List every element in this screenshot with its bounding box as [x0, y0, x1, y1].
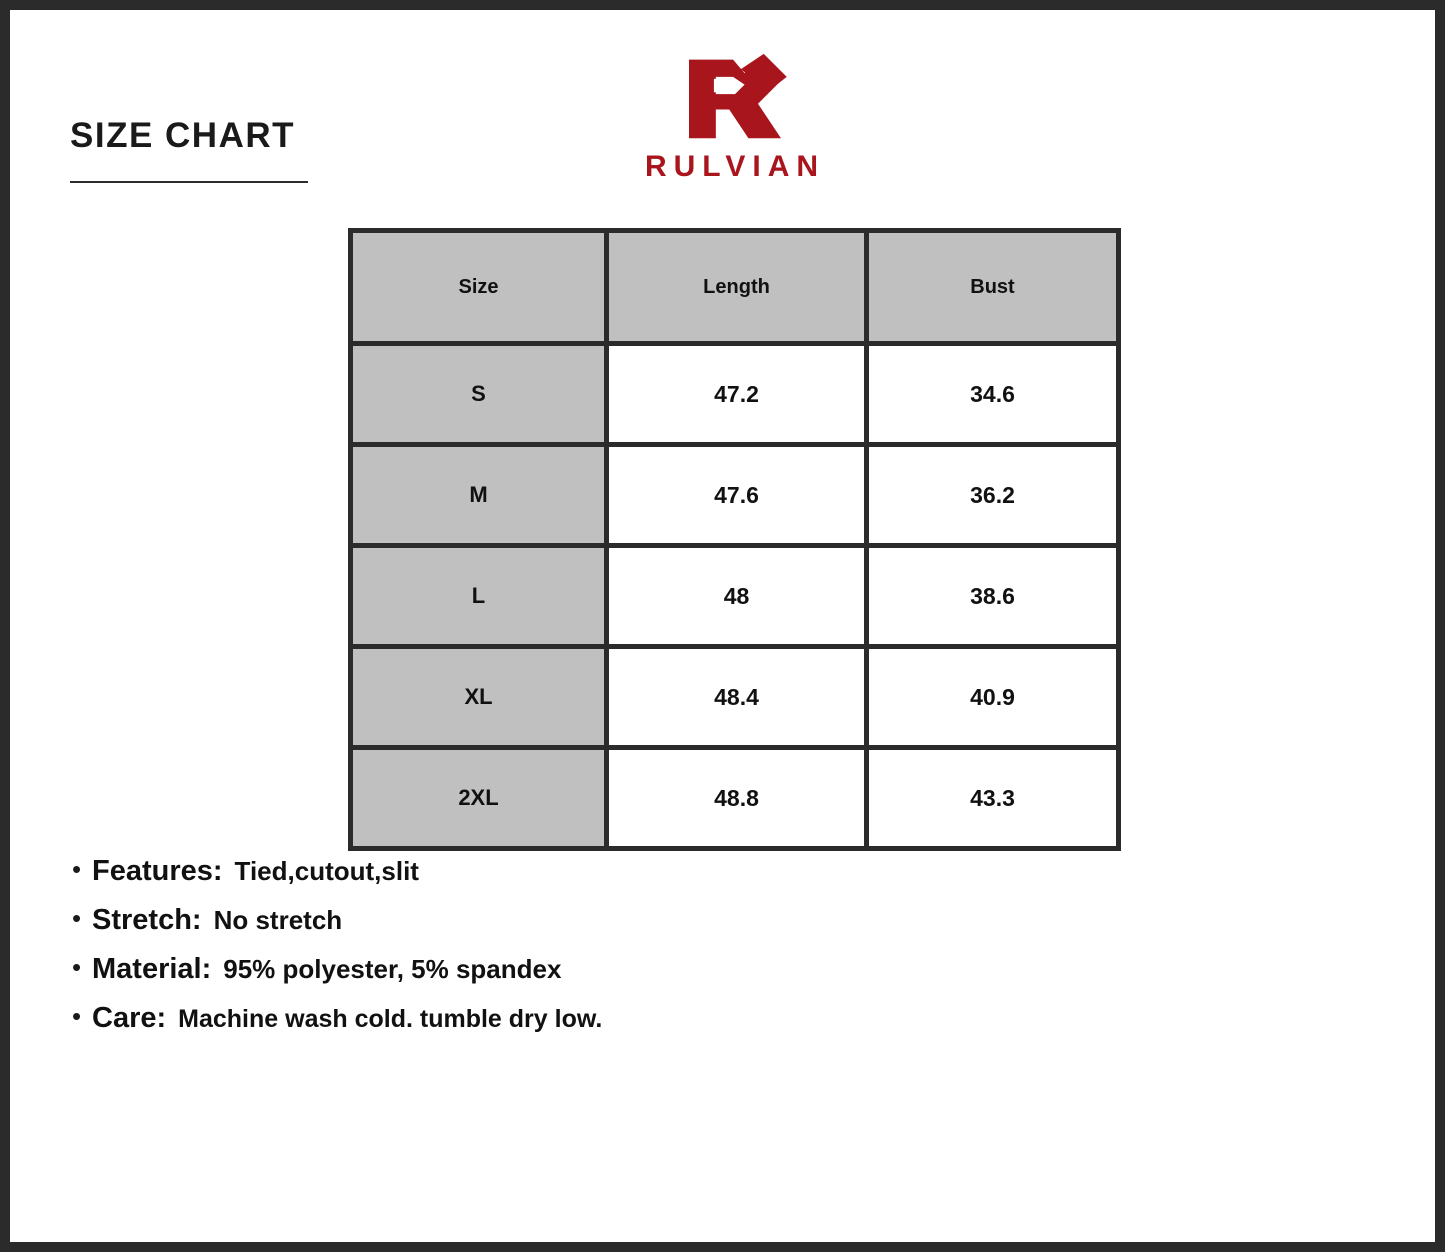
- list-item: [72, 953, 1172, 986]
- size-table: [348, 228, 1121, 851]
- cell-size: L: [351, 546, 607, 647]
- table-row: [351, 647, 1119, 748]
- specs-list: [72, 855, 1172, 1051]
- table-row: [351, 546, 1119, 647]
- spec-label-care: Care:: [92, 1002, 167, 1034]
- column-header-size: Size: [351, 231, 607, 344]
- table-row: [351, 445, 1119, 546]
- list-item: [72, 855, 1172, 888]
- cell-size: XL: [351, 647, 607, 748]
- cell-bust: 40.9: [867, 647, 1119, 748]
- list-item: [72, 1002, 1172, 1035]
- page-inner: [10, 10, 1435, 1242]
- list-item: [72, 904, 1172, 937]
- column-header-length: Length: [607, 231, 867, 344]
- spec-label-stretch: Stretch:: [92, 904, 202, 936]
- spec-label-features: Features:: [92, 855, 223, 887]
- cell-length: 48.4: [607, 647, 867, 748]
- spec-value-features: Tied,cutout,slit: [234, 856, 419, 886]
- bullet-icon: •: [72, 1001, 82, 1031]
- table-header-row: [351, 231, 1119, 344]
- table-row: [351, 344, 1119, 445]
- cell-bust: 36.2: [867, 445, 1119, 546]
- size-table-wrap: [348, 228, 1116, 851]
- header: [10, 10, 1435, 210]
- spec-value-stretch: No stretch: [213, 905, 343, 935]
- cell-bust: 38.6: [867, 546, 1119, 647]
- table-row: [351, 748, 1119, 849]
- brand-name: RULVIAN: [644, 150, 826, 183]
- page-title: SIZE CHART: [70, 116, 295, 155]
- cell-size: M: [351, 445, 607, 546]
- brand-block: [615, 52, 855, 182]
- cell-bust: 43.3: [867, 748, 1119, 849]
- column-header-bust: Bust: [867, 231, 1119, 344]
- spec-value-care: Machine wash cold. tumble dry low.: [178, 1005, 603, 1033]
- cell-length: 48: [607, 546, 867, 647]
- title-underline: [70, 181, 308, 183]
- spec-value-material: 95% polyester, 5% spandex: [223, 954, 562, 984]
- cell-bust: 34.6: [867, 344, 1119, 445]
- cell-length: 47.2: [607, 344, 867, 445]
- cell-size: S: [351, 344, 607, 445]
- cell-size: 2XL: [351, 748, 607, 849]
- cell-length: 48.8: [607, 748, 867, 849]
- spec-label-material: Material:: [92, 953, 212, 985]
- bullet-icon: •: [72, 952, 82, 982]
- bullet-icon: •: [72, 854, 82, 884]
- rulvian-monogram-icon: [676, 52, 794, 144]
- bullet-icon: •: [72, 903, 82, 933]
- title-block: [70, 118, 330, 183]
- cell-length: 47.6: [607, 445, 867, 546]
